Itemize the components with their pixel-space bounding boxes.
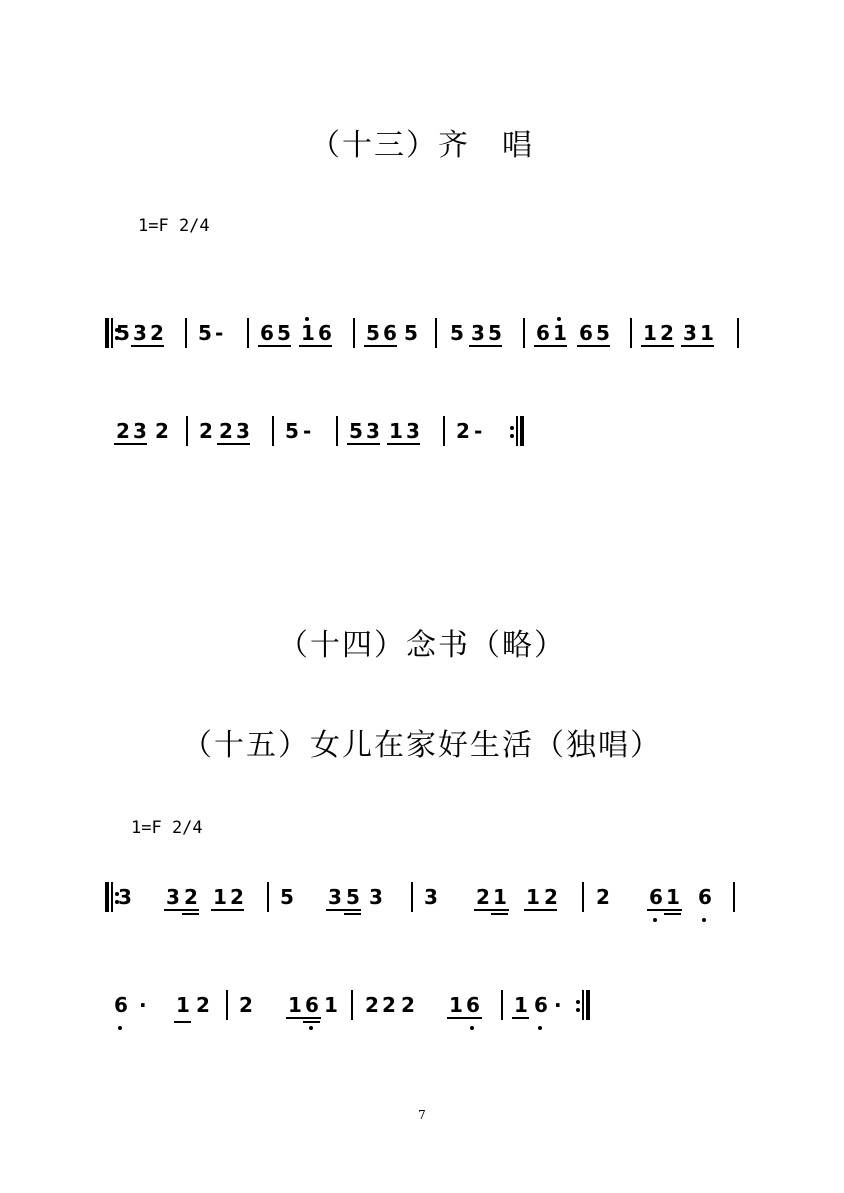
low-octave-dot [309,1026,313,1030]
note: 3 [366,419,380,443]
eighth-underline [681,345,714,347]
low-octave-dot [538,1026,542,1030]
note: 6 [305,993,319,1017]
section-15-key-signature: 1=F 2/4 [131,818,203,838]
barline [267,882,269,912]
note: - [474,419,483,443]
note: 6 [579,321,593,345]
note: 1 [700,321,714,345]
note: 3 [683,321,697,345]
high-octave-dot [557,317,561,321]
note: 2 [196,993,210,1017]
note: 3 [369,885,383,909]
barline [501,990,503,1020]
sixteenth-underline [344,913,361,915]
eighth-underline [364,345,397,347]
note: 5 [198,321,212,345]
note: 2 [544,885,558,909]
eighth-underline [217,443,250,445]
high-octave-dot [305,317,309,321]
section-15-staff-line-1 [105,880,745,920]
note: 2 [184,885,198,909]
barline [353,318,355,348]
eighth-underline [211,909,244,911]
note: 5 [488,321,502,345]
eighth-underline [131,345,164,347]
note: 2 [365,993,379,1017]
low-octave-dot [118,1026,122,1030]
eighth-underline [387,443,420,445]
note: 3 [424,885,438,909]
barline [185,318,187,348]
note: 6 [260,321,274,345]
eighth-underline [114,443,147,445]
note: 1 [643,321,657,345]
note: 1 [526,885,540,909]
note: · [139,993,147,1017]
section-13-title: （十三）齐 唱 [310,128,534,163]
eighth-underline [512,1017,529,1019]
note: 1 [666,885,680,909]
eighth-underline [469,345,502,347]
note: 3 [133,419,147,443]
note: - [215,321,224,345]
note: 1 [493,885,507,909]
note: 6 [114,993,128,1017]
barline [737,318,739,348]
eighth-underline [524,909,557,911]
eighth-underline [347,443,380,445]
note: 5 [280,885,294,909]
section-15-staff-line-2 [114,988,594,1028]
note: 5 [346,885,360,909]
barline [523,318,525,348]
section-13-staff-line-1 [105,316,745,356]
note: 2 [230,885,244,909]
note: 1 [514,993,528,1017]
eighth-underline [299,345,332,347]
sixteenth-underline [182,913,199,915]
note: 1 [288,993,302,1017]
low-octave-dot [653,918,657,922]
note: - [303,419,312,443]
barline [186,416,188,446]
note: 2 [596,885,610,909]
note: 6 [698,885,712,909]
note: 3 [406,419,420,443]
note: 2 [150,321,164,345]
note: 5 [116,321,130,345]
eighth-underline [326,909,361,911]
note: 5 [404,321,418,345]
barline [733,882,735,912]
eighth-underline [258,345,291,347]
repeat-end-sign [576,990,592,1020]
section-15-title: （十五）女儿在家好生活（独唱） [182,728,662,763]
note: 3 [166,885,180,909]
note: 5 [450,321,464,345]
note: 1 [176,993,190,1017]
note: 1 [213,885,227,909]
note: 6 [534,993,548,1017]
note: 6 [466,993,480,1017]
note: 2 [116,419,130,443]
sixteenth-underline [303,1021,320,1023]
note: 1 [324,993,338,1017]
low-octave-dot [470,1026,474,1030]
barline [630,318,632,348]
barline [272,416,274,446]
section-13-key-signature: 1=F 2/4 [138,216,210,236]
note: 5 [596,321,610,345]
sixteenth-underline [174,1021,191,1023]
note: · [554,993,562,1017]
eighth-underline [164,909,199,911]
note: 1 [389,419,403,443]
eighth-underline [474,909,509,911]
barline [226,990,228,1020]
note: 2 [660,321,674,345]
note: 2 [382,993,396,1017]
note: 2 [219,419,233,443]
note: 2 [155,419,169,443]
note: 2 [456,419,470,443]
barline [247,318,249,348]
note: 1 [449,993,463,1017]
eighth-underline [286,1017,321,1019]
eighth-underline [641,345,674,347]
note: 2 [401,993,415,1017]
barline [336,416,338,446]
note: 3 [133,321,147,345]
note: 6 [536,321,550,345]
barline [435,318,437,348]
low-octave-dot [702,918,706,922]
eighth-underline [447,1017,482,1019]
eighth-underline [534,345,567,347]
eighth-underline [577,345,610,347]
eighth-underline [647,909,682,911]
note: 2 [239,993,253,1017]
note: 5 [349,419,363,443]
note: 3 [471,321,485,345]
barline [582,882,584,912]
note: 3 [236,419,250,443]
sixteenth-underline [491,913,508,915]
section-13-staff-line-2 [116,414,536,454]
note: 3 [118,885,132,909]
sixteenth-underline [664,913,681,915]
note: 6 [649,885,663,909]
note: 2 [199,419,213,443]
note: 5 [285,419,299,443]
page-number: 7 [418,1108,426,1122]
note: 1 [301,321,315,345]
section-14-title: （十四）念书（略） [278,628,566,663]
barline [443,416,445,446]
note: 5 [277,321,291,345]
note: 2 [476,885,490,909]
note: 6 [383,321,397,345]
barline [351,990,353,1020]
note: 3 [328,885,342,909]
note: 5 [366,321,380,345]
repeat-end-sign [510,416,526,446]
note: 1 [553,321,567,345]
barline [411,882,413,912]
note: 6 [318,321,332,345]
